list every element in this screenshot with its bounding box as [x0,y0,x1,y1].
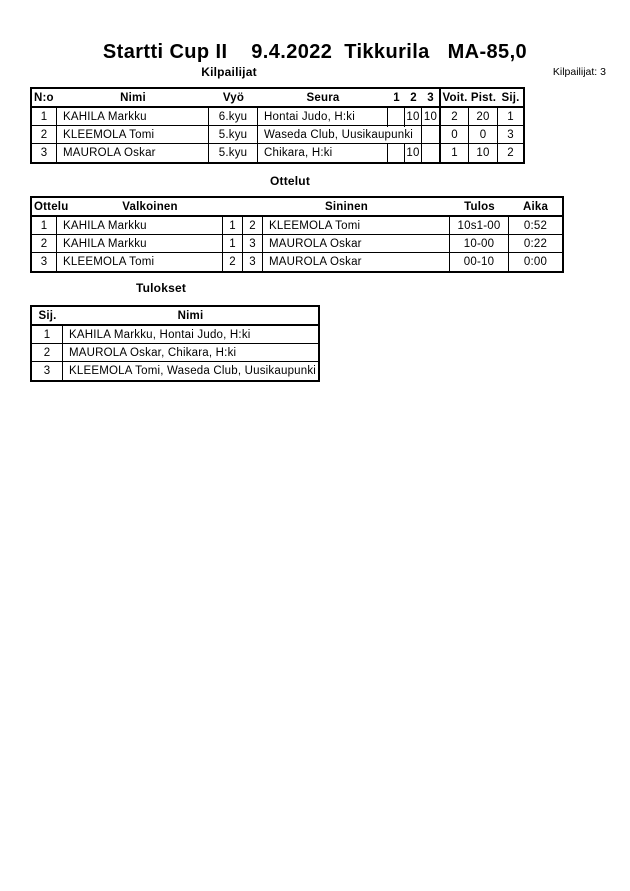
white-player-number: 1 [223,235,243,253]
results-header-row [32,307,318,326]
col-header-ottelu: Ottelu [32,198,57,217]
col-header-nimi: Nimi [63,307,318,326]
match-row [32,235,562,253]
match-number: 1 [32,217,57,235]
section-title-ottelut: Ottelut [269,174,311,188]
competitors-count-label: Kilpailijat: 3 [552,66,606,78]
round2-score: 10 [405,108,422,126]
blue-player-number: 3 [243,253,263,271]
competitor-name: MAUROLA Oskar [57,144,209,162]
place-value: 3 [498,126,523,144]
round3-score [422,144,441,162]
col-header-round3: 3 [422,89,441,108]
match-result: 10s1-00 [450,217,509,235]
competitor-row [32,126,523,144]
col-header-sij: Sij. [498,89,523,108]
wins-value: 2 [441,108,469,126]
col-header-sininen: Sininen [243,198,450,217]
points-value: 10 [469,144,498,162]
competitor-belt: 5.kyu [209,144,258,162]
section-title-kilpailijat: Kilpailijat [201,65,257,79]
competitor-belt: 5.kyu [209,126,258,144]
competitor-number: 1 [32,108,57,126]
col-header-round1: 1 [388,89,405,108]
round1-score [388,144,405,162]
match-number: 2 [32,235,57,253]
col-header-nimi: Nimi [57,89,209,108]
match-time: 0:22 [509,235,562,253]
competitor-number: 2 [32,126,57,144]
col-header-voit: Voit. [441,89,469,108]
white-player-number: 1 [223,217,243,235]
round3-score: 10 [422,108,441,126]
match-result: 00-10 [450,253,509,271]
white-player-name: KAHILA Markku [57,235,223,253]
col-header-vyo: Vyö [209,89,258,108]
round3-score [422,126,441,144]
blue-player-number: 2 [243,217,263,235]
col-header-seura: Seura [258,89,388,108]
wins-value: 0 [441,126,469,144]
result-place: 2 [32,344,63,362]
col-header-aika: Aika [509,198,562,217]
match-number: 3 [32,253,57,271]
wins-value: 1 [441,144,469,162]
competitor-club: Chikara, H:ki [258,144,388,162]
round2-score: 10 [405,144,422,162]
blue-player-name: MAUROLA Oskar [263,253,450,271]
match-result: 10-00 [450,235,509,253]
results-table [30,305,320,382]
round1-score [388,108,405,126]
match-row [32,217,562,235]
col-header-tulos: Tulos [450,198,509,217]
competitor-number: 3 [32,144,57,162]
section-title-tulokset: Tulokset [135,281,187,295]
white-player-number: 2 [223,253,243,271]
result-name: KAHILA Markku, Hontai Judo, H:ki [63,326,318,344]
competitor-club: Hontai Judo, H:ki [258,108,388,126]
competitor-row [32,144,523,162]
matches-table [30,196,564,273]
competitor-name: KAHILA Markku [57,108,209,126]
points-value: 0 [469,126,498,144]
competitor-name: KLEEMOLA Tomi [57,126,209,144]
competitor-belt: 6.kyu [209,108,258,126]
competitor-row [32,108,523,126]
matches-header-row [32,198,562,217]
competitor-club [258,126,414,144]
competitors-header-row [32,89,523,108]
col-header-no: N:o [32,89,57,108]
result-name: MAUROLA Oskar, Chikara, H:ki [63,344,318,362]
points-value: 20 [469,108,498,126]
col-header-valkoinen: Valkoinen [57,198,243,217]
result-place: 3 [32,362,63,380]
match-row [32,253,562,271]
result-row [32,362,318,380]
page-title: Startti Cup II 9.4.2022 Tikkurila MA-85,0 [102,41,528,63]
place-value: 1 [498,108,523,126]
result-row [32,326,318,344]
white-player-name: KLEEMOLA Tomi [57,253,223,271]
col-header-round2: 2 [405,89,422,108]
blue-player-number: 3 [243,235,263,253]
col-header-sij: Sij. [32,307,63,326]
col-header-pist: Pist. [469,89,498,108]
match-time: 0:00 [523,256,548,268]
blue-player-name: KLEEMOLA Tomi [263,217,450,235]
place-value: 2 [507,147,514,159]
white-player-name: KAHILA Markku [57,217,223,235]
result-name: KLEEMOLA Tomi, Waseda Club, Uusikaupunki [69,365,317,377]
competitor-club-text: Waseda Club, Uusikaupunki [264,128,414,141]
result-place: 1 [32,326,63,344]
match-time: 0:52 [509,217,562,235]
competitors-table [30,87,525,164]
blue-player-name: MAUROLA Oskar [263,235,450,253]
result-row [32,344,318,362]
